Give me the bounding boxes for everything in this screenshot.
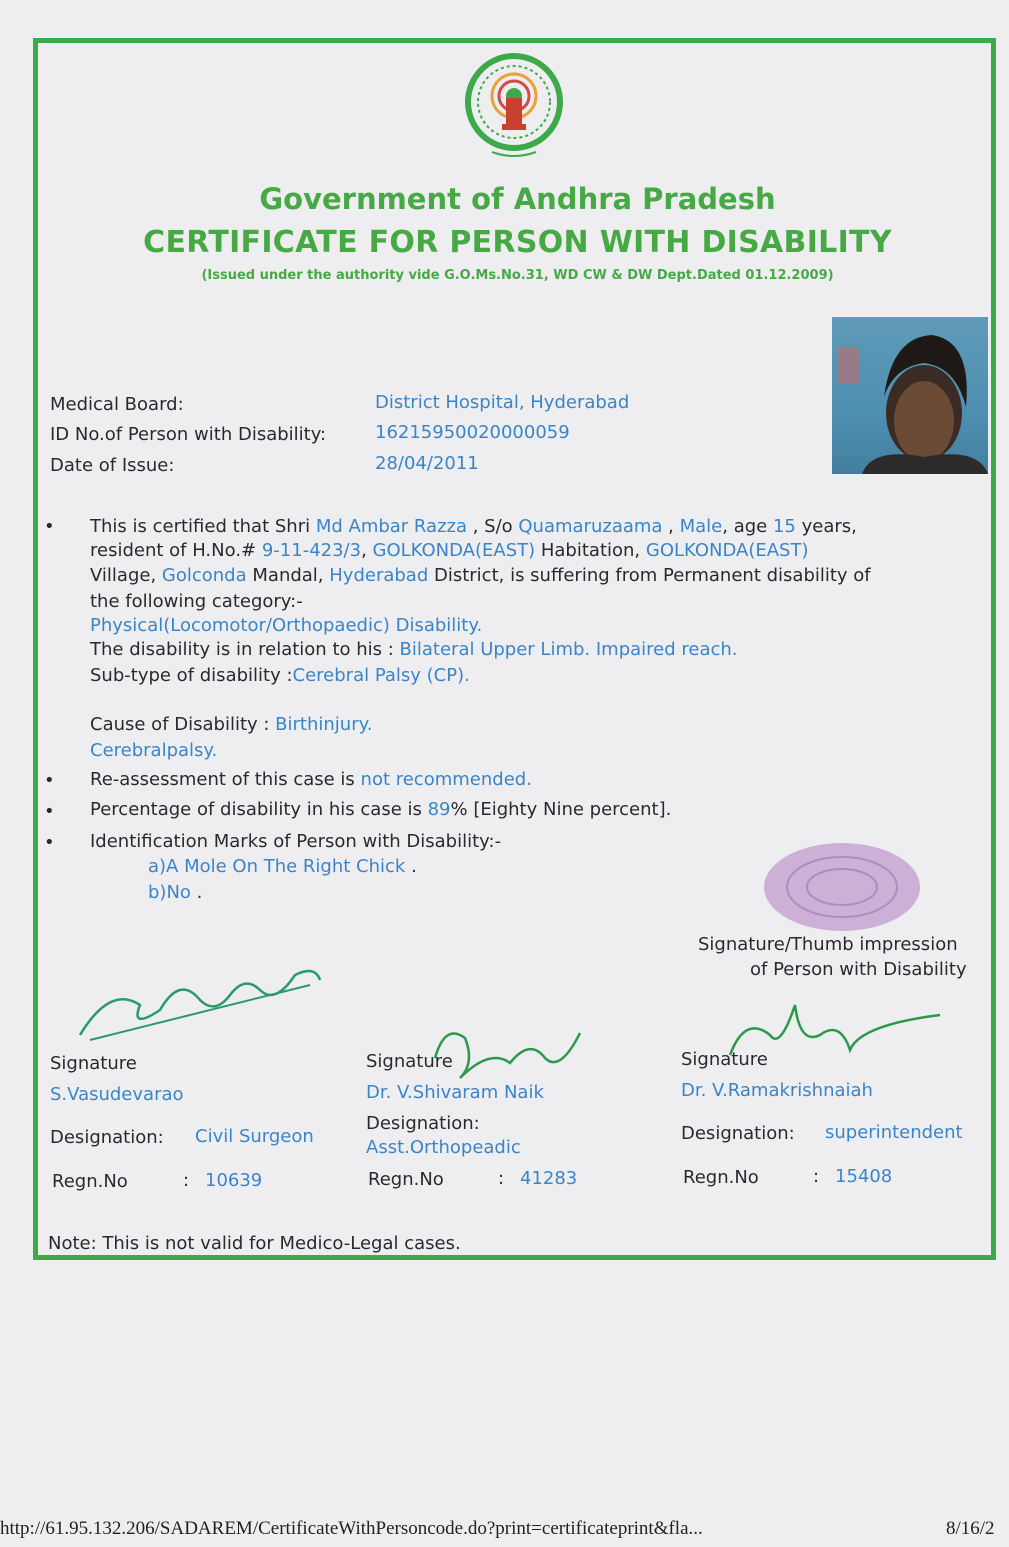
signatory-1-name: S.Vasudevarao [50, 1084, 184, 1105]
house-number: 9-11-423/3 [261, 540, 362, 561]
signatory-3-designation-label: Designation: [681, 1123, 795, 1144]
signatory-1-designation: Civil Surgeon [195, 1126, 314, 1147]
signatory-2-regn-label: Regn.No [368, 1169, 444, 1190]
signatory-3-regn-label: Regn.No [683, 1167, 759, 1188]
date-label: Date of Issue: [50, 455, 175, 476]
signatory-1-regn: 10639 [205, 1170, 263, 1191]
bullet: • [44, 832, 55, 853]
medical-board-value: District Hospital, Hyderabad [375, 392, 630, 413]
body-line-3: Village, Golconda Mandal, Hyderabad District, is suffering from Permanent disability of [90, 565, 871, 586]
mark-b: b)No . [148, 882, 203, 903]
percentage-line: Percentage of disability in his case is 89% [Eighty Nine percent]. [90, 799, 672, 820]
thumbprint-icon [760, 840, 925, 935]
signatory-2-regn-colon: : [498, 1168, 505, 1189]
authority-subtitle: (Issued under the authority vide G.O.Ms.No.31, WD CW & DW Dept.Dated 01.12.2009) [201, 268, 834, 283]
body-line-2: resident of H.No.# 9-11-423/3, GOLKONDA(EAST) Habitation, GOLKONDA(EAST) [90, 540, 809, 561]
bullet: • [44, 770, 55, 791]
government-heading: Government of Andhra Pradesh [259, 182, 776, 216]
id-label: ID No.of Person with Disability: [50, 424, 327, 445]
signatory-3-regn: 15408 [835, 1166, 893, 1187]
disability-category: Physical(Locomotor/Orthopaedic) Disability. [90, 615, 483, 636]
relation-line: The disability is in relation to his : Bilateral Upper Limb. Impaired reach. [90, 639, 738, 660]
validity-note: Note: This is not valid for Medico-Legal cases. [48, 1233, 461, 1254]
body-line-4: the following category:- [90, 591, 303, 612]
cause-value: Birthinjury. [275, 714, 373, 735]
subtype-line: Sub-type of disability :Cerebral Palsy (CP). [90, 665, 470, 686]
signatory-2-regn: 41283 [520, 1168, 578, 1189]
identification-marks-label: Identification Marks of Person with Disability:- [90, 831, 502, 852]
sex: Male [679, 516, 723, 537]
cause-line: Cause of Disability : Birthinjury. [90, 714, 373, 735]
mandal: Golconda [161, 565, 247, 586]
district: Hyderabad [329, 565, 429, 586]
age: 15 [772, 516, 796, 537]
reassessment-line: Re-assessment of this case is not recommended. [90, 769, 532, 790]
subtype-value: Cerebral Palsy (CP). [292, 665, 470, 686]
print-url: http://61.95.132.206/SADAREM/CertificateWithPersoncode.do?print=certificateprint&fla... [0, 1518, 703, 1539]
reassessment-value: not recommended. [360, 769, 532, 790]
signatory-3-regn-colon: : [813, 1166, 820, 1187]
father-name: Quamaruzaama [518, 516, 663, 537]
cause-value-2: Cerebralpalsy. [90, 740, 218, 761]
mark-a: a)A Mole On The Right Chick . [148, 856, 417, 877]
person-name: Md Ambar Razza [315, 516, 467, 537]
habitation: GOLKONDA(EAST) [372, 540, 536, 561]
relation-value: Bilateral Upper Limb. Impaired reach. [399, 639, 738, 660]
signatory-1-regn-colon: : [183, 1170, 190, 1191]
signatory-3-designation: superintendent [825, 1122, 963, 1143]
signature-1-drawing [70, 955, 330, 1045]
thumb-label-line1: Signature/Thumb impression [698, 934, 958, 955]
signatory-3-signature-label: Signature [681, 1049, 768, 1070]
date-value: 28/04/2011 [375, 453, 479, 474]
signatory-2-signature-label: Signature [366, 1051, 453, 1072]
certificate-title: CERTIFICATE FOR PERSON WITH DISABILITY [143, 225, 892, 260]
village: GOLKONDA(EAST) [645, 540, 809, 561]
body-line-1: This is certified that Shri Md Ambar Razza , S/o Quamaruzaama , Male, age 15 years, [90, 516, 857, 537]
signatory-2-designation-label: Designation: [366, 1113, 480, 1134]
signatory-2-name: Dr. V.Shivaram Naik [366, 1082, 544, 1103]
signatory-3-name: Dr. V.Ramakrishnaiah [681, 1080, 873, 1101]
signatory-2-designation: Asst.Orthopeadic [366, 1137, 521, 1158]
percentage-value: 89 [427, 799, 451, 820]
bullet: • [44, 516, 55, 537]
state-emblem-icon [458, 52, 570, 164]
signatory-1-designation-label: Designation: [50, 1127, 164, 1148]
medical-board-label: Medical Board: [50, 394, 184, 415]
id-value: 16215950020000059 [375, 422, 570, 443]
signatory-1-signature-label: Signature [50, 1053, 137, 1074]
signatory-1-regn-label: Regn.No [52, 1171, 128, 1192]
thumb-label-line2: of Person with Disability [750, 959, 967, 980]
print-date: 8/16/2 [946, 1518, 995, 1539]
bullet: • [44, 801, 55, 822]
person-photo [832, 317, 988, 474]
